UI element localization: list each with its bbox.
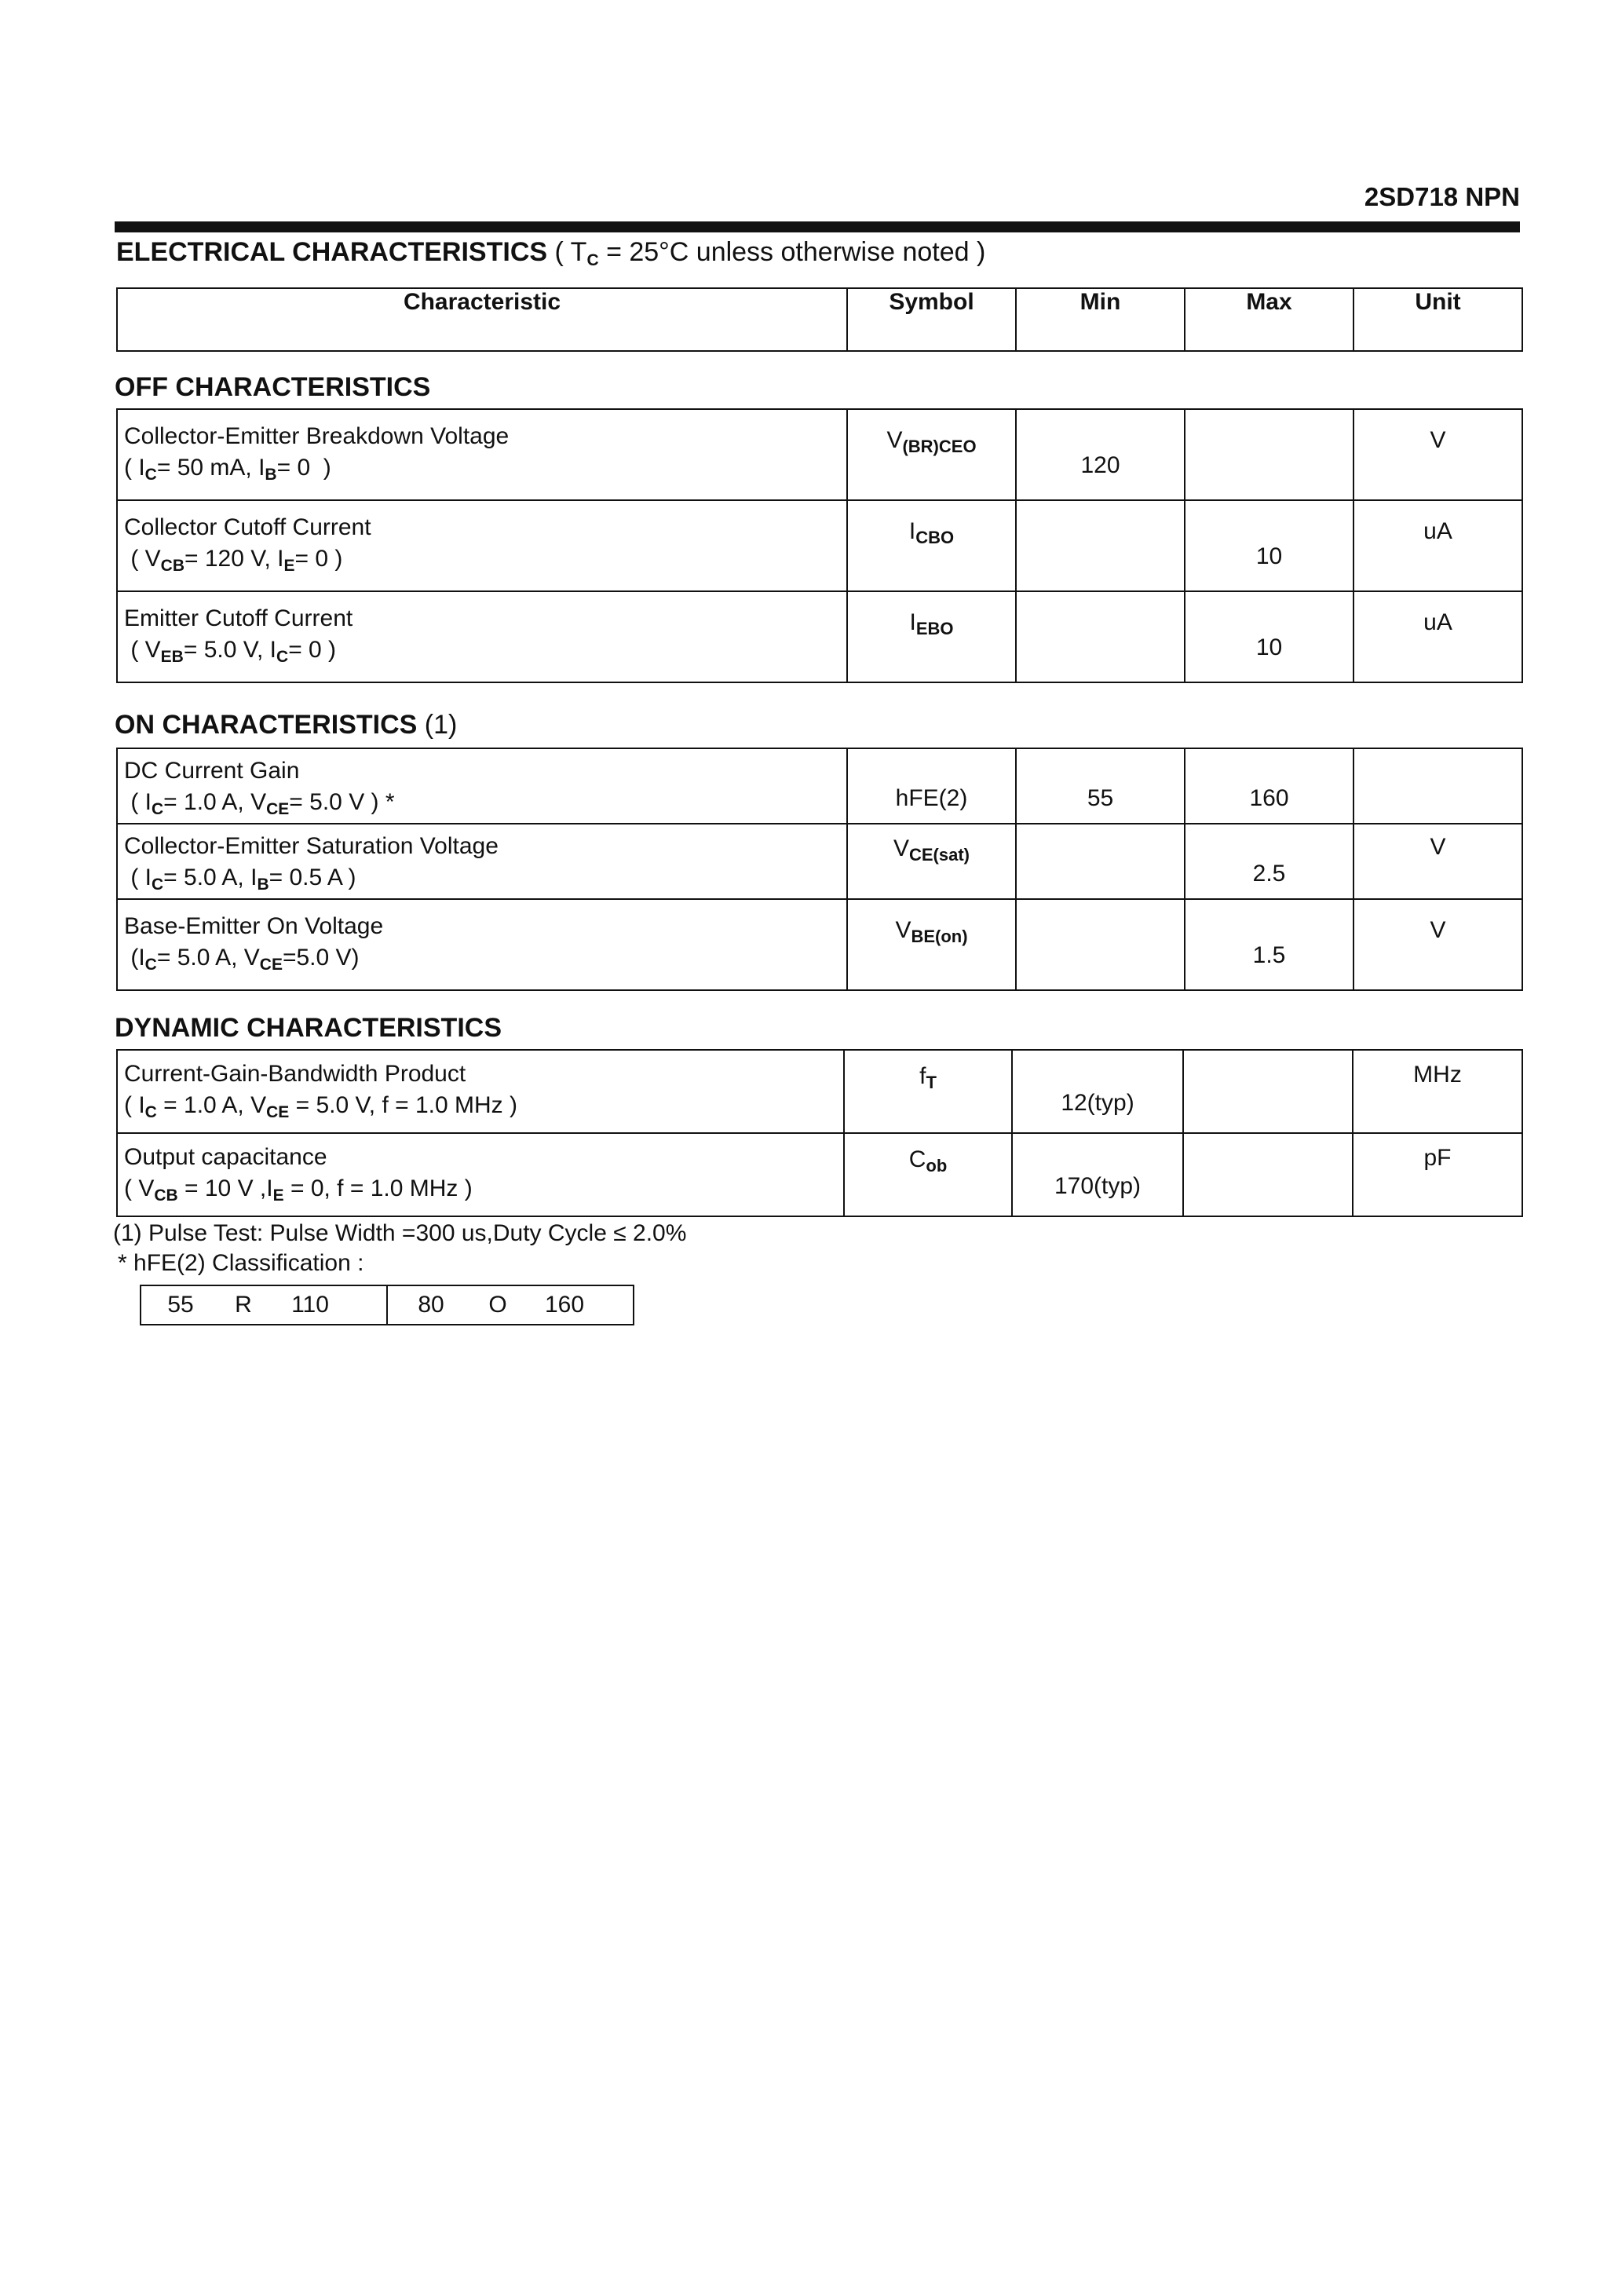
test-condition: ( $V_{CB}= 120$ V, $I_E= 0$ ) [124,546,343,575]
page-title-main: ELECTRICAL CHARACTERISTICS [116,237,548,267]
classification-high: 110 [291,1292,329,1318]
unit-value [1353,748,1522,824]
max-value: 2.5 [1185,824,1353,899]
unit-value: uA [1353,591,1522,682]
on-table [116,748,1523,991]
classification-low: 80 [418,1292,444,1318]
max-value: 160 [1185,748,1353,824]
classification-rank: O [488,1292,507,1318]
unit-value: MHz [1353,1050,1522,1133]
min-value [1016,500,1185,591]
max-value: 10 [1185,591,1353,682]
characteristic-cell [117,824,847,899]
pulse-test-note: (1) Pulse Test: Pulse Width =300 us,Duty Cycle ≤ 2.0% [113,1220,687,1246]
header-rule [115,221,1520,232]
part-number: 2SD718 NPN [1364,182,1520,211]
off-table [116,408,1523,683]
table-row [117,409,1522,500]
header-characteristic: Characteristic [117,288,847,351]
characteristic-name: Emitter Cutoff Current [124,605,353,631]
dynamic-table [116,1049,1523,1217]
table-row [117,500,1522,591]
max-value: 10 [1185,500,1353,591]
unit-value: V [1353,824,1522,899]
characteristic-cell [117,899,847,990]
symbol-cell: $C_{ob}$ [844,1133,1012,1216]
symbol-cell: hFE(2) [847,748,1016,824]
max-value [1183,1050,1353,1133]
characteristic-name: Collector Cutoff Current [124,514,371,540]
symbol-cell: $I_{CBO}$ [847,500,1016,591]
header-max: Max [1185,288,1353,351]
test-condition: ( $V_{CB} = 10$ V $,I_E = 0$, f = 1.0 MHz ) [124,1175,473,1205]
characteristic-cell [117,748,847,824]
max-value: 1.5 [1185,899,1353,990]
classification-cell-r [141,1285,387,1325]
characteristic-name: Collector-Emitter Breakdown Voltage [124,423,510,449]
characteristic-name: Output capacitance [124,1144,327,1170]
classification-high: 160 [544,1292,585,1318]
unit-value: pF [1353,1133,1522,1216]
symbol-cell: $I_{EBO}$ [847,591,1016,682]
header-unit: Unit [1353,288,1522,351]
min-value [1016,824,1185,899]
test-condition: ( $I_C= 5.0$ A, $I_B= 0.5$ A ) [124,865,356,894]
max-value [1185,409,1353,500]
classification-table [140,1285,634,1325]
symbol-cell: $V_{CE(sat)}$ [847,824,1016,899]
header-table [116,287,1523,352]
table-row [117,748,1522,824]
test-condition: ( $I_C = 1.0$ A, $V_{CE} = 5.0$ V, f = 1.0 MHz ) [124,1092,517,1121]
table-row [117,1050,1522,1133]
test-condition: ($I_C= 5.0$ A, $V_{CE}=5.0$ V) [124,945,360,974]
symbol-cell: $f_T$ [844,1050,1012,1133]
page-title-cond-sub: C [586,251,599,269]
min-value [1016,899,1185,990]
characteristic-cell [117,1133,844,1216]
on-section-title [115,710,457,740]
min-value: 170(typ) [1012,1133,1183,1216]
characteristic-name: DC Current Gain [124,758,300,784]
characteristic-name: Current-Gain-Bandwidth Product [124,1061,466,1087]
classification-rank: R [235,1292,252,1318]
classification-note: * hFE(2) Classification : [118,1250,364,1276]
characteristic-cell [117,409,847,500]
dynamic-section-title: DYNAMIC CHARACTERISTICS [115,1013,502,1043]
table-row [117,1133,1522,1216]
unit-value: uA [1353,500,1522,591]
max-value [1183,1133,1353,1216]
min-value [1016,591,1185,682]
page-title-cond-rest: = 25°C unless otherwise noted ) [606,237,986,267]
off-section-title: OFF CHARACTERISTICS [115,372,431,402]
min-value: 12(typ) [1012,1050,1183,1133]
characteristic-cell [117,1050,844,1133]
min-value: 55 [1016,748,1185,824]
page-title-cond-open: ( T [554,237,587,267]
header-min: Min [1016,288,1185,351]
characteristic-cell [117,500,847,591]
unit-value: V [1353,409,1522,500]
characteristic-name: Base-Emitter On Voltage [124,913,384,939]
min-value: 120 [1016,409,1185,500]
on-section-title-text: ON CHARACTERISTICS [115,710,418,740]
characteristic-name: Collector-Emitter Saturation Voltage [124,833,499,859]
symbol-cell: $V_{BE(on)}$ [847,899,1016,990]
test-condition: ( $I_C= 1.0$ A, $V_{CE}= 5.0$ V ) * [124,789,395,818]
classification-low: 55 [167,1292,194,1318]
table-row [117,591,1522,682]
test-condition: ( $I_C= 50$ mA, $I_B= 0$ ) [124,455,331,484]
on-section-title-note: (1) [424,710,458,740]
page-title [116,237,985,268]
classification-cell-o [387,1285,634,1325]
characteristic-cell [117,591,847,682]
header-symbol: Symbol [847,288,1016,351]
table-row [117,899,1522,990]
test-condition: ( $V_{EB}= 5.0$ V, $I_C= 0$ ) [124,637,337,666]
unit-value: V [1353,899,1522,990]
table-row [117,824,1522,899]
symbol-cell: $V_{(BR)CEO}$ [847,409,1016,500]
